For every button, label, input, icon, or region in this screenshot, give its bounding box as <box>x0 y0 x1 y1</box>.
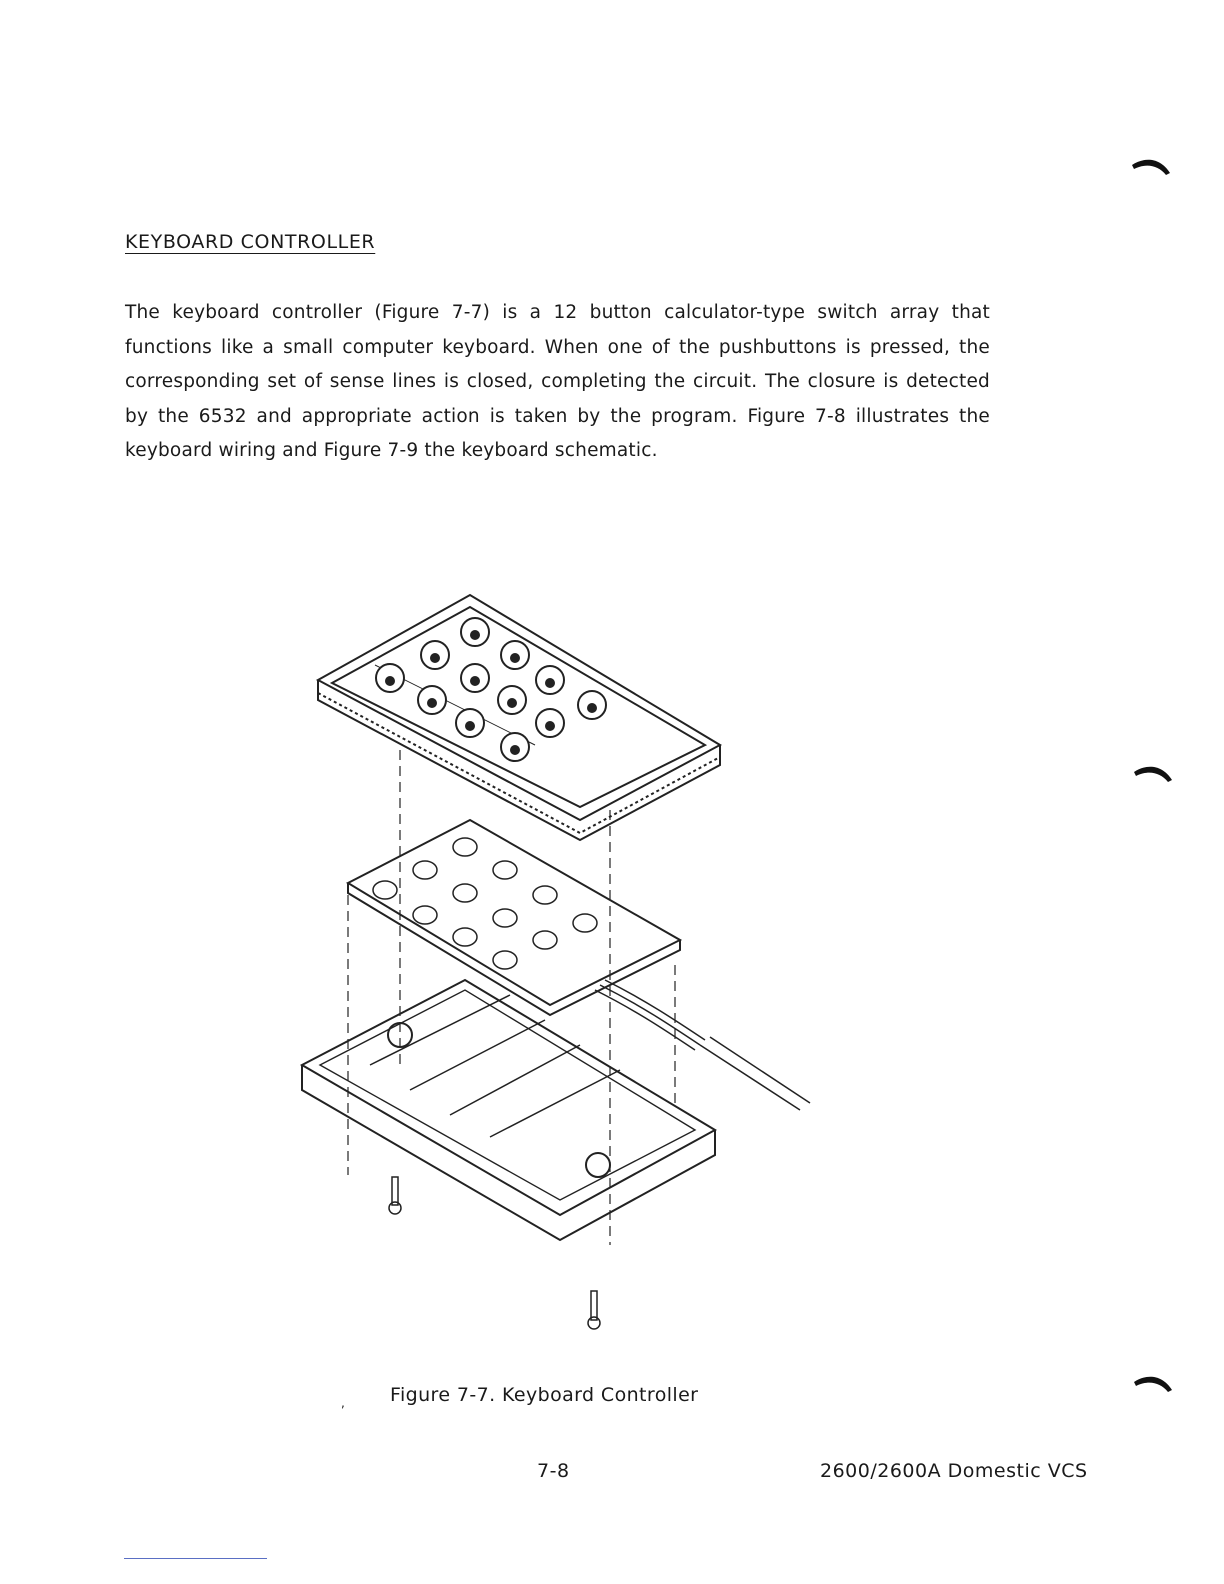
alignment-lines <box>348 750 675 1245</box>
body-paragraph: The keyboard controller (Figure 7-7) is a 12 button calculator-type switch array that functions like a small computer keyboard. When one of the pushbuttons is pressed, the corresponding set of sense lines is closed, completing the circuit. The closure is detected by the 6532 and appropriate action is taken by the program. Figure 7-8 illustrates the keyboard wiring and Figure 7-9 the keyboard schematic. <box>125 302 990 462</box>
keyboard-controller-illustration <box>280 585 840 1335</box>
footnote-rule <box>124 1558 267 1559</box>
binder-mark-icon <box>1132 762 1176 786</box>
ribbon-cable <box>595 980 810 1110</box>
circuit-board <box>348 820 680 1015</box>
binder-mark-icon <box>1132 1372 1176 1396</box>
margin-tick: , <box>341 1396 345 1410</box>
top-cover <box>318 595 720 840</box>
page-number: 7-8 <box>537 1460 570 1482</box>
document-title: 2600/2600A Domestic VCS <box>820 1460 1088 1482</box>
screws <box>389 1177 600 1329</box>
section-heading: KEYBOARD CONTROLLER <box>125 231 376 253</box>
bottom-base <box>302 980 715 1240</box>
figure-caption: Figure 7-7. Keyboard Controller <box>390 1384 699 1406</box>
binder-mark-icon <box>1130 155 1174 179</box>
